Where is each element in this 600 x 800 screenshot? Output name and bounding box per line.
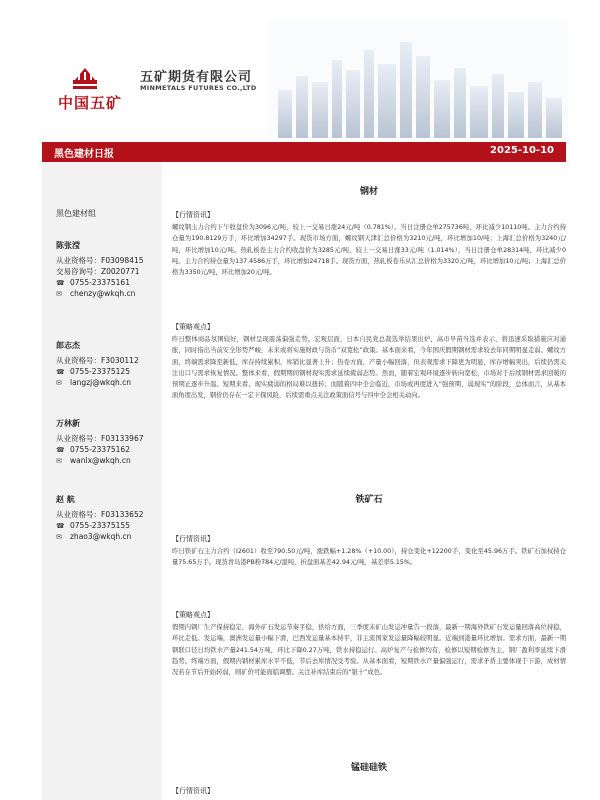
email-address[interactable]: langzj@wkqh.cn	[70, 378, 131, 387]
email-row[interactable]	[56, 288, 162, 299]
email-icon: ✉	[56, 532, 62, 541]
report-header	[0, 0, 600, 140]
iron-ore-market-text: 昨日铁矿石主力合约（I2601）收至790.50元/吨，涨跌幅+1.28%（+10.00），持仓变化+12200手，变化至45.96万手。铁矿石加权持仓量75.65万手。现货青岛港PB粉784元/湿吨，折盘面基差42.94元/吨，基差率5.15%。	[172, 548, 566, 567]
analyst-name: 赵 航	[56, 495, 75, 504]
analyst-name: 郎志杰	[56, 341, 80, 350]
report-title: 黑色建材日报	[54, 149, 114, 160]
phone-row	[56, 277, 162, 288]
license-number: 从业资格号：F03133967	[56, 434, 144, 443]
email-address[interactable]: wanlx@wkqh.cn	[70, 456, 131, 465]
strategy-tag: 【策略观点】	[172, 611, 214, 619]
analyst-name: 陈张滢	[56, 241, 80, 250]
email-address[interactable]: chenzy@wkqh.cn	[70, 289, 136, 298]
phone-row	[56, 444, 162, 455]
email-icon: ✉	[56, 289, 62, 298]
email-icon: ✉	[56, 456, 62, 465]
company-name: 五矿期货有限公司	[140, 70, 253, 85]
iron-ore-strategy-text: 假期内钢厂生产保持稳定，海外矿石发运节奏平稳，供给方面，三季度末矿山发运冲量告一段落，最新一期海外铁矿石发运量回落高位持稳，环比走低。发运端，澳洲发运量小幅下滑，巴西发运量基本持平，非主流国家发运量降幅较明显。近端到港量环比增加。需求方面，最新一期钢联口径日均铁水产量241.54万吨，环比下降0.27万吨，铁水持稳运行。高炉复产与检修均有，检修以短期检修为主，钢厂盈利率延续下滑趋势。终端方面，假期内钢材累库水平不低，节后去库情况受考验。从基本面看，短期铁水产量偏强运行，需求矛盾主要体现于下游，成材情况若在节后开始转弱，则矿价可能面临调整。关注补库结束后的“银十”成色。	[172, 624, 566, 677]
analyst-sidebar	[42, 162, 162, 800]
email-row[interactable]	[56, 377, 162, 388]
steel-market-text: 螺纹钢主力合约下午收盘价为3096元/吨，较上一交易日涨24元/吨（0.781%）。当日注册仓单275736吨，环比减少10110吨。主力合约持仓量为190.8129万手，环比增加34297手。现货市场方面，螺纹钢天津汇总价格为3210元/吨，环比增加10/吨；上海汇总价格为3240元/吨，环比增加10元/吨。热轧板卷主力合约收盘价为3285元/吨，较上一交易日涨33元/吨（1.014%），当日注册仓单28314吨，环比减少0吨。主力合约持仓量为137.4586万手，环比增加24718手。现货方面，热轧板卷乐从汇总价格为3320元/吨，环比增加10元/吨；上海汇总价格为3350元/吨，环比增加20元/吨。	[172, 224, 566, 277]
analyst-card	[56, 240, 162, 299]
phone-row	[56, 520, 162, 531]
analyst-card	[56, 340, 162, 388]
email-row[interactable]	[56, 455, 162, 466]
license-number: 从业资格号：F03098415	[56, 256, 144, 265]
phone-number: 0755-23375161	[70, 278, 130, 287]
analyst-card	[56, 418, 162, 466]
phone-row	[56, 366, 162, 377]
logo-text: 中国五矿	[58, 94, 123, 112]
minmetals-logo-icon	[70, 62, 100, 92]
section-title-iron-ore: 铁矿石	[355, 495, 383, 505]
analyst-card	[56, 494, 162, 542]
report-date: 2025-10-10	[490, 145, 554, 156]
market-info-tag: 【行情资讯】	[172, 211, 214, 219]
phone-icon: ☎	[56, 521, 65, 530]
city-skyline-image	[268, 20, 568, 138]
analyst-name: 万林新	[56, 419, 80, 428]
phone-number: 0755-23375162	[70, 445, 130, 454]
section-title-mnsi-fesi: 锰硅硅铁	[350, 763, 387, 773]
phone-icon: ☎	[56, 367, 65, 376]
team-name: 黑色建材组	[56, 209, 96, 218]
steel-strategy-text: 昨日整体商品氛围较好，钢材呈现震荡偏强走势。宏观层面，日本自民党总裁选举结果出炉，高市早苗当选并表示，将迅速采取措施应对通胀，同时指出当前安全形势严峻，未来或将实施财政与货币“双宽松”政策。基本面来看，今年国庆假期钢材需求较去年同期明显走弱。螺纹方面，终端需求降至新低，库存持续累积，库销比显著上升；热卷方面，产量小幅回落，但表观需求下降更为明显，库存增幅突出，后续仍需关注出口与需求恢复情况。整体来看，假期期间钢材现实需求延续疲弱态势。然而，随着宏观环境逐步转向宽松，市场对于后续钢材需求回暖的预期正逐步升温。短期来看，现实疲弱的格局难以扭转；而随着四中全会临近，市场或再度进入“强预期、弱现实”的阶段，总体而言，从基本面角度出发，钢价仍存在一定下探风险，后续需重点关注政策面信号与四中全会相关动向。	[172, 336, 566, 400]
email-icon: ✉	[56, 378, 62, 387]
consulting-number: 交易咨询号：Z0020771	[56, 267, 140, 276]
phone-number: 0755-23375155	[70, 521, 130, 530]
phone-number: 0755-23375125	[70, 367, 130, 376]
email-row[interactable]	[56, 531, 162, 542]
company-name-en: MINMETALS FUTURES CO.,LTD	[140, 84, 257, 92]
strategy-tag: 【策略观点】	[172, 323, 214, 331]
license-number: 从业资格号：F03133652	[56, 510, 144, 519]
section-title-steel: 钢材	[359, 187, 378, 197]
phone-icon: ☎	[56, 278, 65, 287]
market-info-tag: 【行情资讯】	[172, 535, 214, 543]
email-address[interactable]: zhao3@wkqh.cn	[70, 532, 132, 541]
phone-icon: ☎	[56, 445, 65, 454]
license-number: 从业资格号：F3030112	[56, 356, 139, 365]
market-info-tag: 【行情资讯】	[172, 787, 214, 795]
report-title-banner	[42, 142, 566, 162]
